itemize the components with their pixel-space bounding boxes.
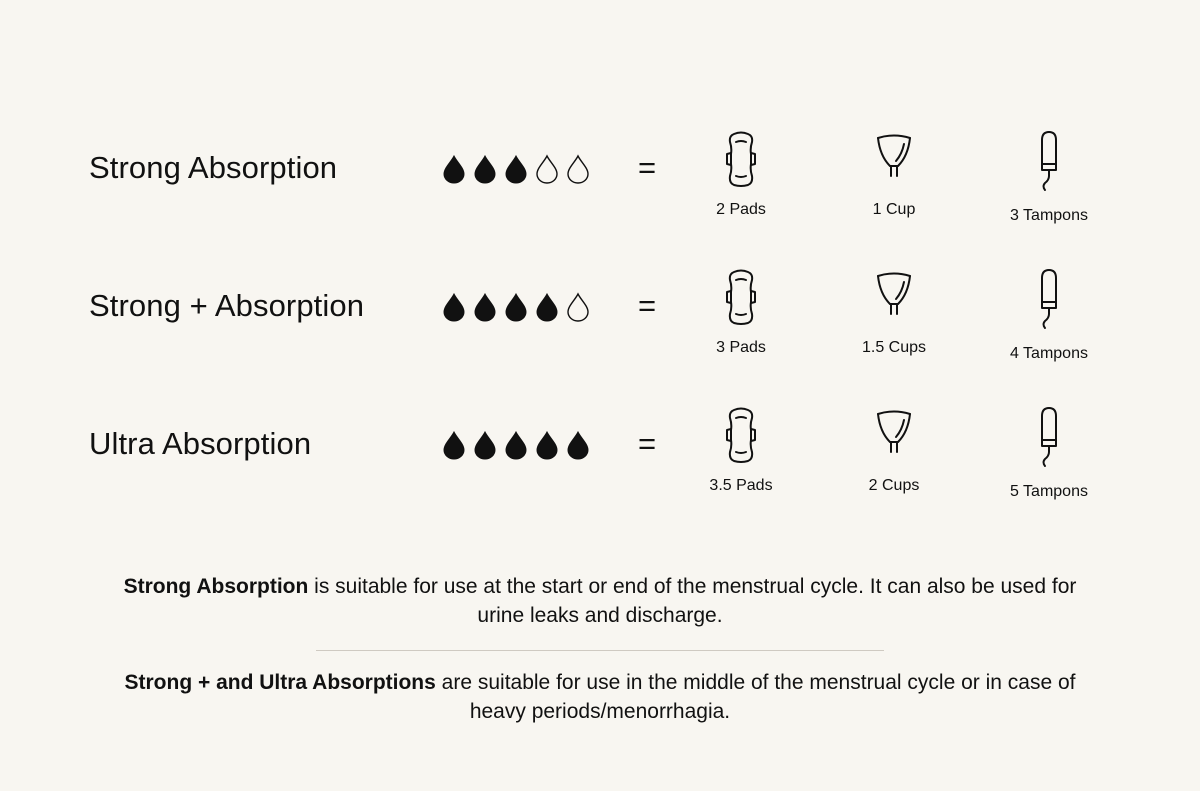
drop-icon	[441, 154, 467, 184]
cups-label: 1.5 Cups	[861, 339, 927, 356]
drop-rating	[441, 292, 591, 322]
equals-sign: =	[638, 288, 657, 323]
strong-plus-ultra-description	[100, 668, 1100, 726]
row-title: Ultra Absorption	[89, 426, 312, 461]
drop-icon	[472, 292, 498, 322]
description-text: is suitable for use at the start or end of the menstrual cycle. It can also be used for urine leaks and discharge.	[308, 575, 1077, 627]
cups-equivalent	[824, 406, 964, 496]
row-title: Strong + Absorption	[89, 288, 365, 323]
description-bold: Strong + and Ultra Absorptions	[124, 671, 436, 694]
tampons-equivalent	[979, 406, 1119, 502]
menstrual-cup-icon	[874, 406, 914, 464]
drop-icon	[565, 154, 591, 184]
equals-sign: =	[638, 426, 657, 461]
absorption-row-strong	[0, 148, 1200, 258]
cups-equivalent	[824, 130, 964, 220]
tampon-icon	[1029, 130, 1069, 194]
tampons-equivalent	[979, 268, 1119, 364]
drop-icon	[441, 430, 467, 460]
pad-icon	[721, 130, 761, 188]
pad-icon	[721, 406, 761, 464]
tampons-label: 3 Tampons	[1010, 207, 1088, 224]
cups-equivalent	[824, 268, 964, 358]
pads-label: 3 Pads	[716, 339, 766, 356]
drop-icon	[565, 430, 591, 460]
menstrual-cup-icon	[874, 130, 914, 188]
pad-icon	[721, 268, 761, 326]
row-title: Strong Absorption	[89, 150, 338, 185]
pads-equivalent	[671, 130, 811, 220]
drop-icon	[565, 292, 591, 322]
cups-label: 1 Cup	[872, 201, 916, 218]
pads-equivalent	[671, 406, 811, 496]
drop-rating	[441, 430, 591, 460]
pads-label: 2 Pads	[716, 201, 766, 218]
drop-icon	[472, 430, 498, 460]
absorption-row-ultra	[0, 424, 1200, 534]
cups-label: 2 Cups	[868, 477, 920, 494]
pads-label: 3.5 Pads	[709, 477, 773, 494]
absorption-row-strong-plus	[0, 286, 1200, 396]
drop-icon	[503, 154, 529, 184]
drop-rating	[441, 154, 591, 184]
drop-icon	[503, 292, 529, 322]
drop-icon	[534, 154, 560, 184]
tampons-equivalent	[979, 130, 1119, 226]
menstrual-cup-icon	[874, 268, 914, 326]
drop-icon	[503, 430, 529, 460]
tampons-label: 4 Tampons	[1010, 345, 1088, 362]
pads-equivalent	[671, 268, 811, 358]
drop-icon	[534, 430, 560, 460]
tampons-label: 5 Tampons	[1010, 483, 1088, 500]
equals-sign: =	[638, 150, 657, 185]
drop-icon	[441, 292, 467, 322]
strong-absorption-description	[100, 572, 1100, 630]
description-bold: Strong Absorption	[123, 575, 309, 598]
drop-icon	[534, 292, 560, 322]
divider	[316, 650, 884, 651]
tampon-icon	[1029, 406, 1069, 470]
drop-icon	[472, 154, 498, 184]
description-text: are suitable for use in the middle of the menstrual cycle or in case of heavy periods/menorrhagia.	[435, 671, 1076, 723]
tampon-icon	[1029, 268, 1069, 332]
